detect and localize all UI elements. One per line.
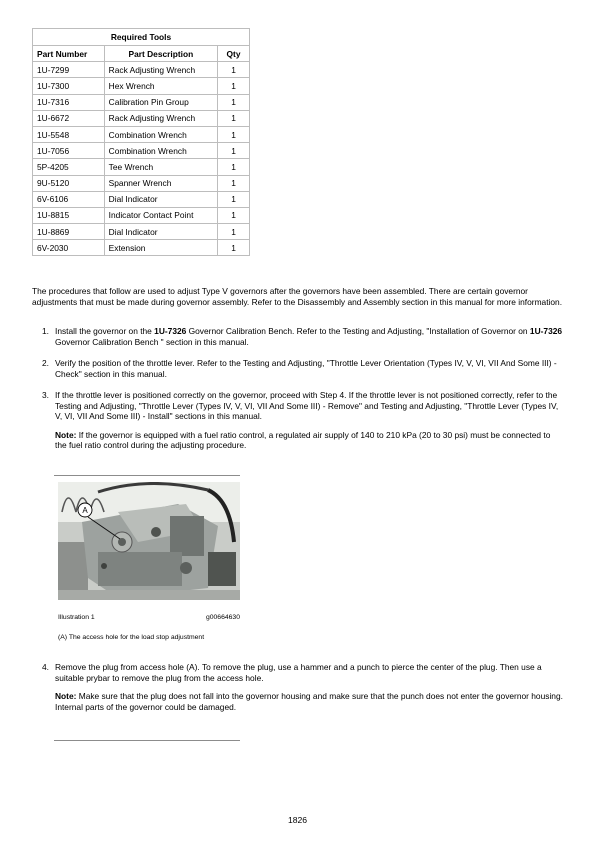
governor-photo [58, 482, 240, 600]
table-row [33, 78, 250, 94]
part-description-cell: Rack Adjusting Wrench [104, 62, 217, 78]
part-number-cell: 1U-8869 [33, 224, 105, 240]
qty-cell: 1 [218, 175, 250, 191]
part-description-cell: Tee Wrench [104, 159, 217, 175]
part-number-ref: 1U-7326 [154, 326, 187, 336]
intro-paragraph: The procedures that follow are used to adjust Type V governors after the governors have been assembled. There are certain governor adjustments that must be made during governor assembly. Refer to the Disassembly and Assembly section in this manual for more information. [32, 286, 563, 307]
part-description-cell: Combination Wrench [104, 143, 217, 159]
qty-cell: 1 [218, 143, 250, 159]
table-row [33, 175, 250, 191]
part-number-cell: 1U-5548 [33, 126, 105, 142]
figure-top-rule [54, 475, 240, 476]
part-number-cell: 1U-8815 [33, 207, 105, 223]
part-description-cell: Indicator Contact Point [104, 207, 217, 223]
step-4-note: Note: Make sure that the plug does not fall into the governor housing and make sure that the punch does not enter the governor housing. Internal parts of the governor could be damaged. [55, 691, 563, 712]
figure-caption: (A) The access hole for the load stop adjustment [58, 634, 205, 641]
qty-cell: 1 [218, 78, 250, 94]
step-number: 4. [42, 662, 49, 672]
qty-cell: 1 [218, 126, 250, 142]
step-number: 3. [42, 390, 49, 400]
part-number-cell: 1U-7299 [33, 62, 105, 78]
table-row [33, 94, 250, 110]
part-number-cell: 6V-6106 [33, 191, 105, 207]
qty-cell: 1 [218, 224, 250, 240]
part-number-cell: 1U-6672 [33, 110, 105, 126]
illustration-label: Illustration 1 [58, 614, 95, 621]
part-description-cell: Combination Wrench [104, 126, 217, 142]
header-qty: Qty [218, 46, 250, 62]
table-row [33, 159, 250, 175]
part-number-cell: 1U-7300 [33, 78, 105, 94]
step-3: 3. If the throttle lever is positioned correctly on the governor, proceed with Step 4. If the throttle lever is not positioned correctly, refer to the Testing and Adjusting, "Throttle Lever (Types IV, V, VI, VII And Some III) - Remove" and Testing and Adjusting, "Throttle Lever (Types IV, V, VI, VII And Some III) - Install" sections in this manual. Note: If the governor is equipped with a fuel ratio control, a regulated air supply of 140 to 210 kPa (20 to 30 psi) must be connected to the fuel ratio control during the adjusting procedure. [32, 390, 564, 451]
figure-caption-row [58, 614, 240, 621]
page-number: 1826 [287, 815, 308, 825]
step-1: 1. Install the governor on the 1U-7326 Governor Calibration Bench. Refer to the Testing and Adjusting, "Installation of Governor on 1U-7326 Governor Calibration Bench " section in this manual. [42, 326, 563, 347]
illustration-code: g00664630 [205, 614, 240, 621]
part-description-cell: Spanner Wrench [104, 175, 217, 191]
table-row [33, 224, 250, 240]
qty-cell: 1 [218, 159, 250, 175]
part-number-cell: 5P-4205 [33, 159, 105, 175]
step-3-note: Note: If the governor is equipped with a fuel ratio control, a regulated air supply of 140 to 210 kPa (20 to 30 psi) must be connected to the fuel ratio control during the adjusting procedure. [55, 429, 551, 451]
qty-cell: 1 [218, 191, 250, 207]
part-number-cell: 1U-7316 [33, 94, 105, 110]
part-description-cell: Extension [104, 240, 217, 256]
table-row [33, 110, 250, 126]
part-description-cell: Hex Wrench [104, 78, 217, 94]
part-number-cell: 9U-5120 [33, 175, 105, 191]
step-4: 4. Remove the plug from access hole (A). To remove the plug, use a hammer and a punch to pierce the center of the plug. Then use a suitable prybar to remove the plug from the access hole. Note: Make sure that the plug does not fall into the governor housing and make sure that the punch does not enter the governor housing. Internal parts of the governor could be damaged. [42, 662, 563, 712]
table-title: Required Tools [33, 29, 250, 46]
table-row [33, 207, 250, 223]
callout-a: A [82, 506, 88, 515]
part-description-cell: Dial Indicator [104, 224, 217, 240]
header-part-description: Part Description [104, 46, 217, 62]
part-description-cell: Calibration Pin Group [104, 94, 217, 110]
table-row [33, 191, 250, 207]
part-number-cell: 6V-2030 [33, 240, 105, 256]
part-description-cell: Rack Adjusting Wrench [104, 110, 217, 126]
table-header-row [33, 46, 250, 62]
qty-cell: 1 [218, 110, 250, 126]
header-part-number: Part Number [33, 46, 105, 62]
step-number: 1. [42, 326, 49, 336]
table-row [33, 126, 250, 142]
part-description-cell: Dial Indicator [104, 191, 217, 207]
part-number-cell: 1U-7056 [33, 143, 105, 159]
table-row [33, 62, 250, 78]
qty-cell: 1 [218, 240, 250, 256]
required-tools-table [32, 28, 250, 256]
qty-cell: 1 [218, 207, 250, 223]
qty-cell: 1 [218, 62, 250, 78]
table-row [33, 240, 250, 256]
bottom-rule [54, 740, 240, 741]
step-number: 2. [42, 358, 49, 368]
table-row [33, 143, 250, 159]
part-number-ref: 1U-7326 [529, 326, 563, 336]
qty-cell: 1 [218, 94, 250, 110]
step-2: 2. Verify the position of the throttle lever. Refer to the Testing and Adjusting, "Throttle Lever Orientation (Types IV, V, VI, VII And Some III) - Check" section in this manual. [42, 358, 557, 379]
